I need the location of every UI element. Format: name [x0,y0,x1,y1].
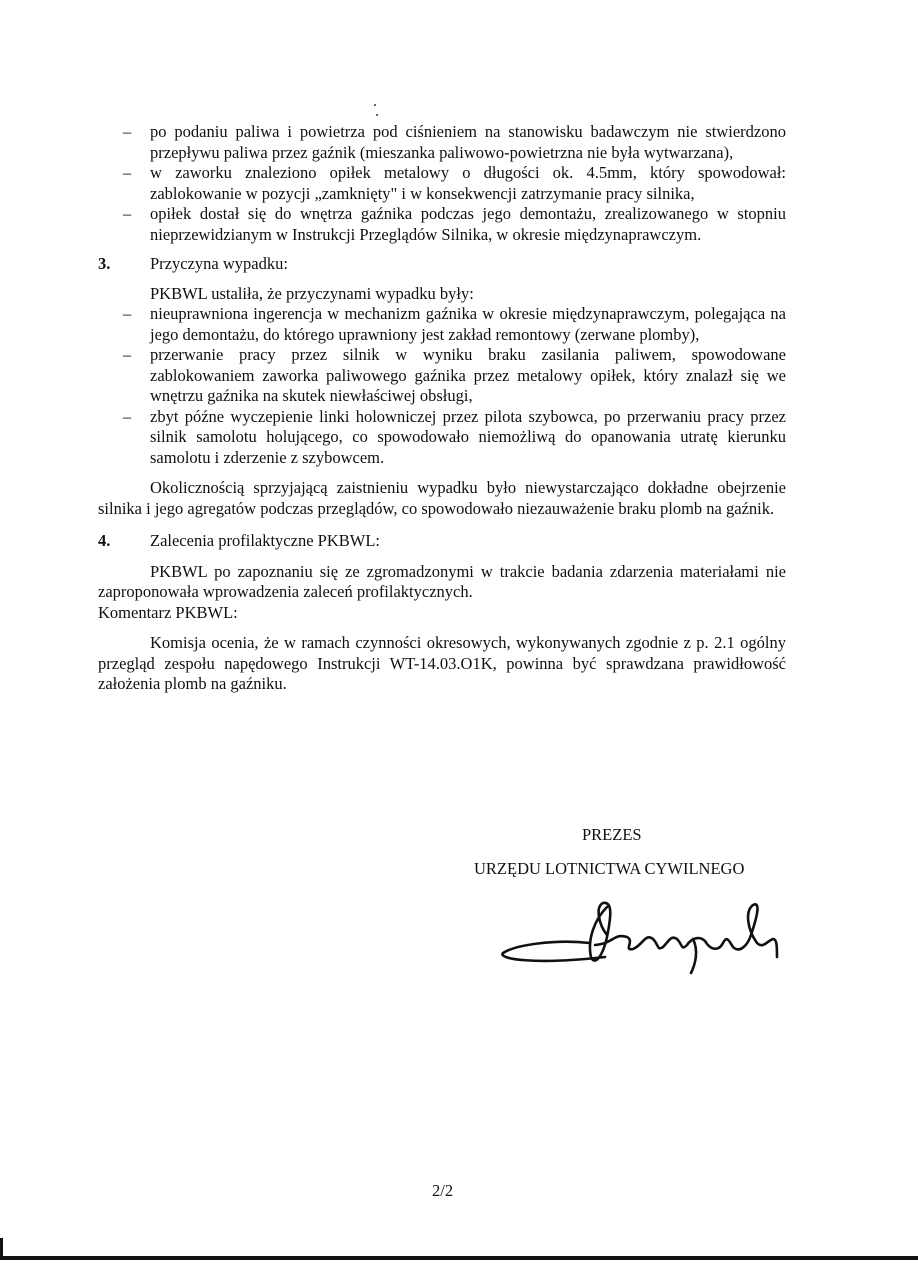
recommendations-paragraph: PKBWL po zapoznaniu się ze zgromadzonymi w trakcie badania zdarzenia materiałami nie zaproponowała wprowadzenia zaleceń profilaktycznych. [98,561,786,601]
document-body [98,122,786,695]
section-number: 3. [98,254,111,273]
signatory-title: PREZES [582,825,642,844]
section-title: Przyczyna wypadku: [150,254,288,273]
list-item: – w zaworku znaleziono opiłek metalowy o długości ok. 4.5mm, który spowodował: zablokowanie w pozycji „zamknięty" i w konsekwencji zatrzymanie pracy silnika, [123,163,786,203]
list-item: – po podaniu paliwa i powietrza pod ciśnieniem na stanowisku badawczym nie stwierdzono przepływu paliwa przez gaźnik (mieszanka paliwowo-powietrzna nie była wytwarzana), [123,122,786,162]
page-number: 2/2 [432,1181,454,1200]
causes-list [98,304,786,468]
scan-speck [376,114,378,116]
section-3-heading [98,254,786,275]
scan-speck [374,104,376,106]
comment-paragraph: Komisja ocenia, że w ramach czynności okresowych, wykonywanych zgodnie z p. 2.1 ogólny przegląd zespołu napędowego Instrukcji WT-14.03.O1K, powinna być sprawdzana prawidłowość założenia plomb na gaźniku. [98,633,786,693]
section-3-intro: PKBWL ustaliła, że przyczynami wypadku były: [150,283,474,303]
list-item: – zbyt późne wyczepienie linki holowniczej przez pilota szybowca, po przerwaniu pracy przez silnik samolotu holującego, co spowodowało niemożliwą do opanowania utratę kierunku samolotu i zderzenie z szybowcem. [123,406,786,467]
section-number: 4. [98,531,111,550]
handwritten-signature [495,895,785,975]
comment-label: Komentarz PKBWL: [98,602,238,622]
list-item: – przerwanie pracy przez silnik w wyniku braku zasilania paliwem, spowodowane zablokowaniem zaworka paliwowego gaźnika przez metalowy opiłek, który znalazł się we wnętrzu gaźnika na skutek niewłaściwej obsługi, [123,345,786,405]
section-title: Zalecenia profilaktyczne PKBWL: [150,531,380,550]
list-item: – opiłek dostał się do wnętrza gaźnika podczas jego demontażu, zrealizowanego w stopniu nieprzewidzianym w Instrukcji Przeglądów Silnika, w okresie międzynaprawczym. [123,204,786,244]
scan-edge [0,1256,918,1260]
list-item: – nieuprawniona ingerencja w mechanizm gaźnika w okresie międzynaprawczym, polegająca na jego demontażu, do którego uprawniony jest zakład remontowy (zerwane plomby), [123,304,786,344]
circumstance-paragraph: Okolicznością sprzyjającą zaistnieniu wypadku było niewystarczająco dokładne obejrzenie silnika i jego agregatów podczas przeglądów, co spowodowało niezauważenie braku plomb na gaźnik. [98,478,786,518]
signatory-office: URZĘDU LOTNICTWA CYWILNEGO [474,859,745,878]
section-4-heading [98,531,786,552]
findings-list [98,122,786,245]
